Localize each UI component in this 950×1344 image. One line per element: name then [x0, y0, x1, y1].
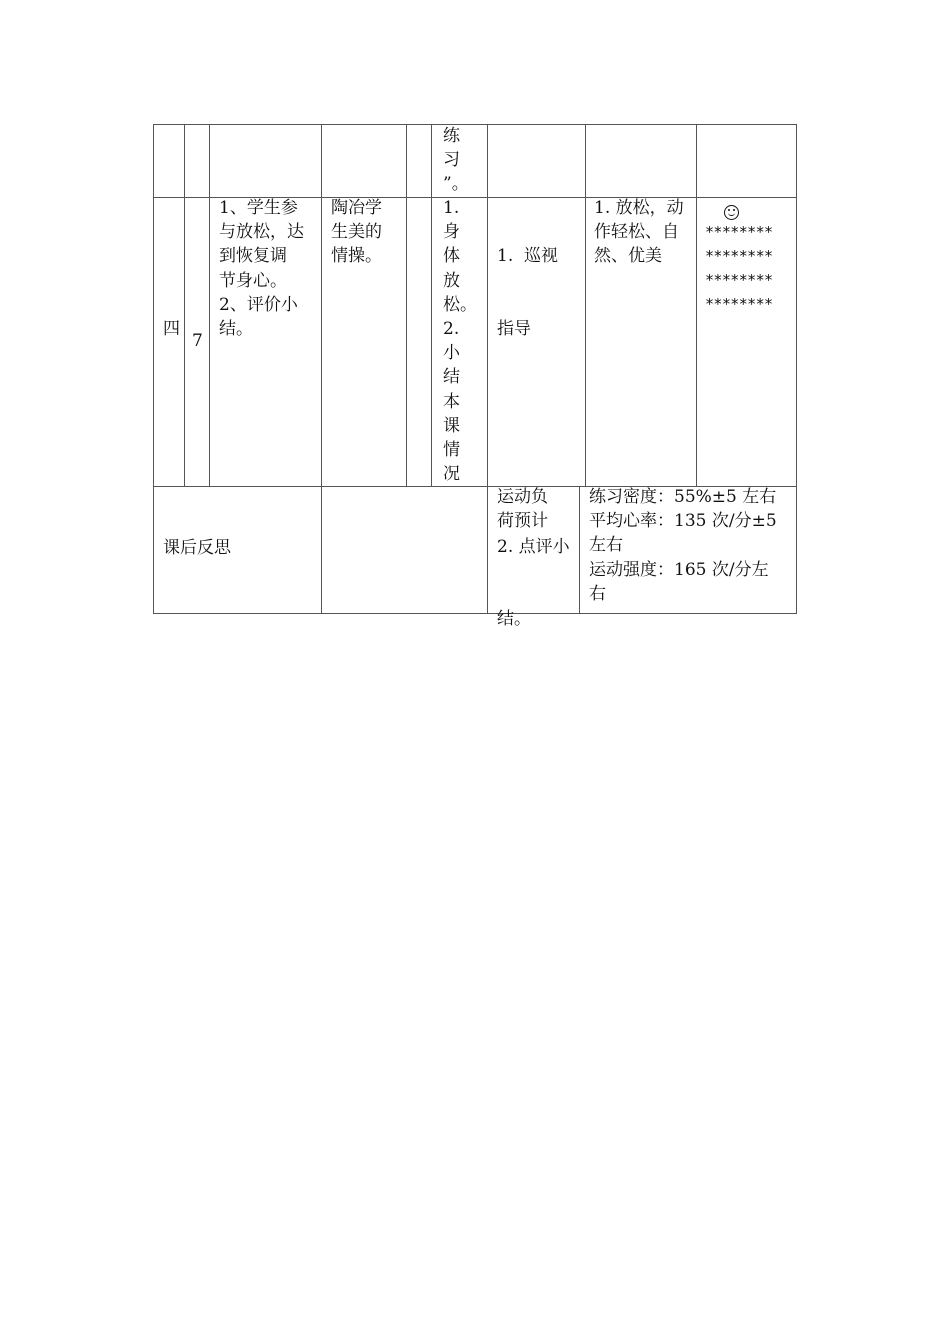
- load-label-line: 荷预计: [497, 511, 548, 532]
- requirement-line: 然、优美: [594, 246, 662, 267]
- formation-row: ********: [705, 247, 773, 265]
- load-value-line: 右: [589, 583, 606, 604]
- method-continuation-cell: [443, 124, 483, 197]
- purpose-line: 情操。: [331, 246, 382, 267]
- col-divider-4: [406, 124, 407, 486]
- goals-line: 与放松，达: [219, 222, 304, 243]
- load-value-line: 练习密度：55%±5 左右: [589, 487, 777, 507]
- goals-cell: [219, 196, 319, 341]
- guidance-line: 指导: [497, 319, 531, 340]
- col-divider-7: [585, 124, 586, 486]
- activity-line: 体: [443, 246, 460, 267]
- activity-line: 结: [443, 367, 460, 388]
- formation-row: ********: [705, 295, 773, 313]
- method-line: 练: [443, 126, 460, 146]
- method-line: ”。: [443, 174, 469, 195]
- guidance-line: 1. 巡视: [497, 246, 559, 267]
- load-label-line: 运动负: [497, 487, 548, 507]
- purpose-cell: [331, 196, 405, 269]
- guidance-line: [497, 390, 583, 414]
- guidance-line: 结。: [497, 609, 531, 630]
- teacher-guidance-cell: [497, 196, 583, 680]
- col-divider-1: [184, 124, 185, 486]
- requirement-line: 作轻松、自: [594, 222, 679, 243]
- goals-line: 节身心。: [219, 270, 287, 291]
- activity-line: 本: [443, 391, 460, 412]
- goals-line: 结。: [219, 319, 253, 340]
- col-divider-2: [209, 124, 210, 486]
- activity-line: 况: [443, 464, 460, 485]
- table-border-bottom: [153, 613, 797, 614]
- activity-line: 小: [443, 343, 460, 364]
- minutes-value: 7: [192, 331, 203, 351]
- purpose-line: 生美的: [331, 222, 382, 243]
- table-border-right: [796, 124, 797, 614]
- activity-line: 身: [443, 222, 460, 243]
- load-label-cell: [497, 485, 577, 533]
- table-border-left: [153, 124, 154, 614]
- requirement-line: 1. 放松，动: [594, 198, 684, 218]
- col-divider-8: [696, 124, 697, 486]
- method-line: 习: [443, 150, 460, 171]
- requirements-cell: [594, 196, 694, 269]
- activity-line: 1.: [443, 198, 460, 218]
- formation-diagram: [705, 220, 795, 316]
- col-divider-3: [321, 124, 322, 614]
- smiley-icon: [724, 205, 739, 220]
- col-divider-6: [487, 124, 488, 614]
- load-values-cell: [589, 485, 795, 606]
- activity-line: 放: [443, 270, 460, 291]
- student-activity-cell: [443, 196, 487, 486]
- activity-line: 情: [443, 440, 460, 461]
- formation-row: ********: [705, 223, 773, 241]
- goals-line: 1、学生参: [219, 198, 298, 218]
- guidance-line: 2. 点评小: [497, 536, 570, 557]
- reflection-label: 课后反思: [163, 538, 231, 558]
- formation-row: ********: [705, 271, 773, 289]
- goals-line: 2、评价小: [219, 294, 298, 315]
- col-divider-5: [431, 124, 432, 486]
- purpose-line: 陶冶学: [331, 198, 382, 218]
- activity-line: 课: [443, 415, 460, 436]
- load-value-line: 运动强度：165 次/分左: [589, 559, 769, 580]
- activity-line: 松。: [443, 294, 477, 315]
- guidance-line: [497, 462, 583, 486]
- load-value-line: 左右: [589, 535, 623, 556]
- load-value-line: 平均心率：135 次/分±5: [589, 511, 777, 532]
- section-number: 四: [163, 319, 180, 339]
- activity-line: 2.: [443, 319, 460, 340]
- goals-line: 到恢复调: [219, 246, 287, 267]
